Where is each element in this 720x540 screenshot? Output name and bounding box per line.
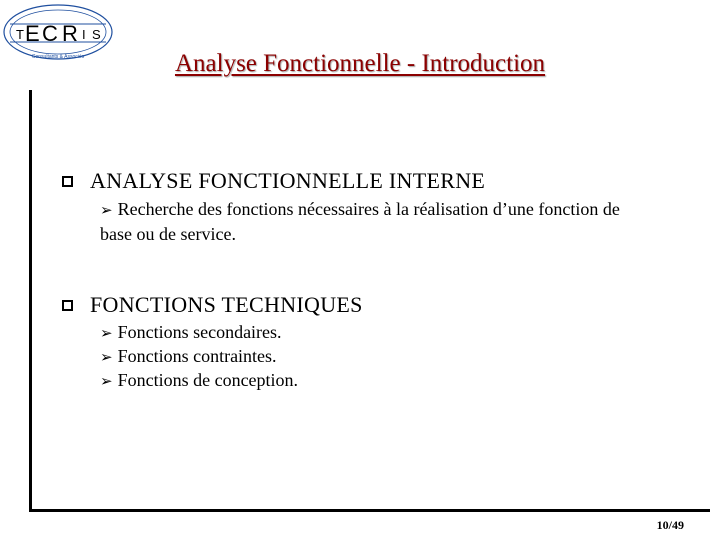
list-item-text: Recherche des fonctions nécessaires à la réalisation d’une fonction de: [117, 199, 620, 219]
list-item: [100, 320, 282, 345]
logo-letter-e: E: [25, 21, 40, 46]
list-item-text: Fonctions secondaires.: [117, 322, 282, 342]
square-bullet-icon: [62, 300, 73, 311]
logo-letter-i: I: [82, 27, 86, 42]
list-item: [100, 368, 298, 393]
logo-letter-t: T: [16, 27, 24, 42]
page-number: 10/49: [656, 518, 684, 532]
logo-letter-s: S: [92, 27, 101, 42]
frame-left-border: [29, 90, 32, 510]
arrow-bullet-icon: ➢: [100, 324, 113, 342]
section-heading-text: ANALYSE FONCTIONNELLE INTERNE: [90, 168, 486, 193]
logo-tagline: Consultants & Associés: [31, 54, 85, 60]
section-heading-text: FONCTIONS TECHNIQUES: [90, 292, 363, 317]
list-item: [100, 197, 620, 246]
frame-bottom-border: [29, 509, 710, 512]
section-heading-2: [62, 292, 363, 318]
list-item-text: Fonctions contraintes.: [117, 346, 277, 366]
list-item: [100, 344, 277, 369]
list-item-text: Fonctions de conception.: [117, 370, 299, 390]
square-bullet-icon: [62, 176, 73, 187]
page-title: Analyse Fonctionnelle - Introduction: [174, 50, 546, 77]
arrow-bullet-icon: ➢: [100, 348, 113, 366]
arrow-bullet-icon: ➢: [100, 372, 113, 390]
logo-letter-r: R: [62, 21, 78, 46]
arrow-bullet-icon: ➢: [100, 201, 113, 219]
section-heading-1: [62, 168, 485, 194]
logo-letter-c: C: [42, 21, 58, 46]
list-item-text-continued: base ou de service.: [100, 224, 236, 244]
